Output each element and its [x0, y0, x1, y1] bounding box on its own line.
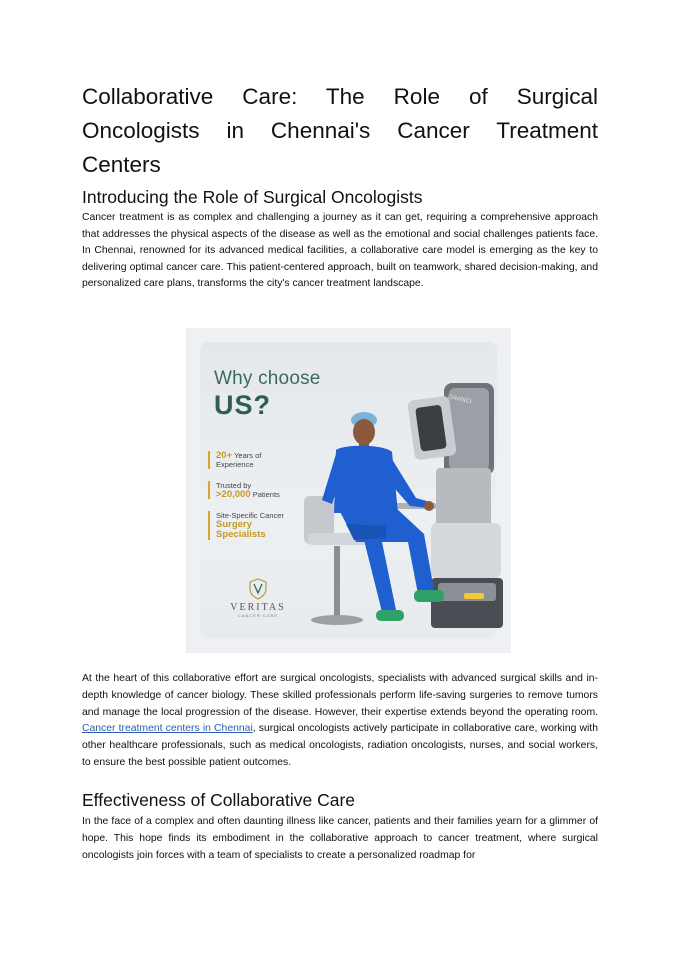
- feature-experience-label-a: Years of: [234, 451, 262, 460]
- feature-patients-value: >20,000: [216, 489, 251, 500]
- promo-headline: Why choose: [214, 368, 321, 389]
- surgeon-role-text-before-link: At the heart of this collaborative effort are surgical oncologists, specialists with advanced surgical skills and in-depth knowledge of cancer biology. These skilled professionals perform life-saving surgeries to remove tumors and manage the local progression of the disease. However, their expertise extends beyond the operating room.: [82, 673, 598, 718]
- feature-specialists-value-b: Specialists: [216, 529, 266, 540]
- logo-tagline: CANCER CARE: [237, 613, 279, 618]
- feature-specialists-label: Site-Specific Cancer: [216, 511, 284, 520]
- surgeon-illustration: [186, 328, 511, 653]
- feature-experience-label-b: Experience: [216, 460, 254, 469]
- section-heading-intro: Introducing the Role of Surgical Oncologists: [82, 187, 423, 207]
- robot-brand-label: DAVINCI: [447, 394, 472, 406]
- section-heading-effectiveness: Effectiveness of Collaborative Care: [82, 790, 356, 810]
- feature-patients-label: Trusted by: [216, 481, 252, 490]
- logo-brand: VERITAS: [230, 602, 286, 613]
- intro-paragraph: Cancer treatment is as complex and challenging a journey as it can get, requiring a comprehensive approach that addresses the physical aspects of the disease as well as the emotional and social challenges patients face. In Chennai, renowned for its advanced medical facilities, a collaborative care model is emerging as the key to delivering optimal cancer care. This patient-centered approach, built on teamwork, shared decision-making, and personalized care plans, transforms the city's cancer treatment landscape.: [82, 212, 598, 289]
- effectiveness-paragraph: In the face of a complex and often daunting illness like cancer, patients and their families yearn for a glimmer of hope. This hope finds its embodiment in the collaborative approach to cancer treatment, where surgical oncologists join forces with a team of specialists to create a personalized roadmap for: [82, 816, 598, 861]
- promo-headline-emphasis: US?: [214, 390, 271, 420]
- cancer-centers-link[interactable]: Cancer treatment centers in Chennai: [82, 723, 253, 735]
- feature-patients-unit: Patients: [252, 490, 280, 499]
- surgeon-role-paragraph: [82, 671, 598, 772]
- page-title: Collaborative Care: The Role of Surgical Oncologists in Chennai's Cancer Treatment Centers: [82, 84, 598, 177]
- feature-specialists-value-a: Surgery: [216, 519, 252, 530]
- feature-experience-value: 20+: [216, 450, 233, 461]
- promo-image: [186, 328, 511, 653]
- surgeon-role-text-after-link: , surgical oncologists actively participate in collaborative care, working with other healthcare professionals, such as medical oncologists, radiation oncologists, nurses, and social workers, to ensure the best possible patient outcomes.: [82, 723, 598, 768]
